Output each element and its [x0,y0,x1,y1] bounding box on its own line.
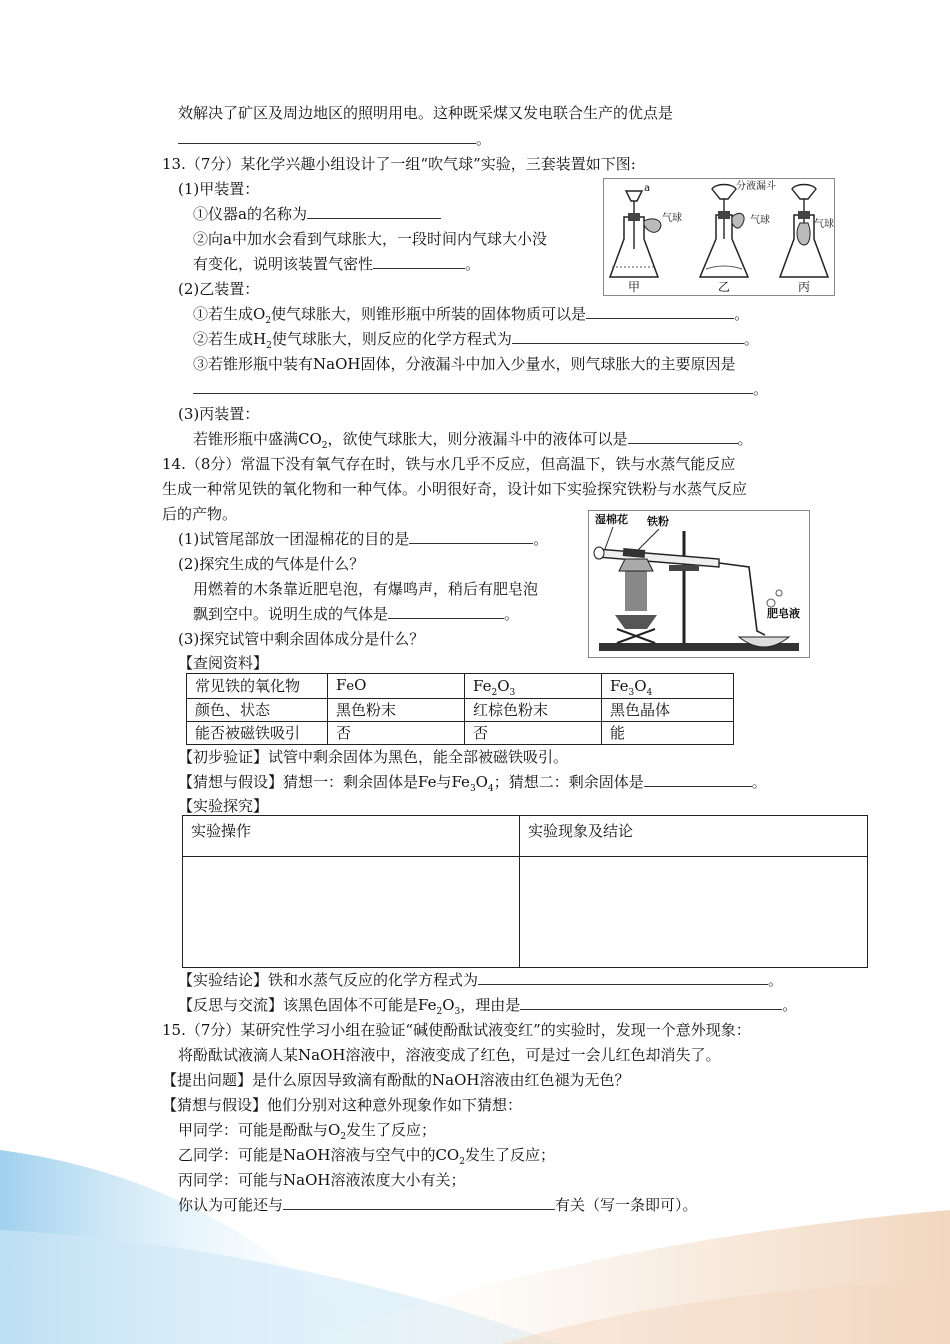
answer-blank[interactable] [307,204,441,219]
q14-reference-title: 【查阅资料】 [178,654,269,672]
q13-part3-title: (3)丙装置： [178,405,260,423]
q14-header-3: 后的产物。 [162,505,238,523]
answer-blank[interactable] [193,379,753,394]
label-balloon-2: 气球 [750,215,770,226]
answer-blank[interactable] [644,772,752,787]
label-balloon-1: 气球 [662,213,682,224]
q13-part2-c: ③若锥形瓶中装有NaOH固体，分液漏斗中加入少量水，则气球胀大的主要原因是 [193,355,736,373]
q14-apparatus-figure [588,510,810,658]
caption-yi: 乙 [718,280,731,294]
experiment-result-cell[interactable] [520,857,868,968]
table-row: 颜色、状态 黑色粉末 红棕色粉末 黑色晶体 [187,699,734,722]
q14-conclusion: 【实验结论】铁和水蒸气反应的化学方程式为 。 [178,971,784,989]
q14-reflection: 【反思与交流】该黑色固体不可能是$Fe_2O_3$，理由是 。 [178,996,798,1017]
q14-explore-title: 【实验探究】 [178,797,269,815]
answer-blank[interactable] [520,995,782,1010]
answer-blank[interactable] [478,970,768,985]
q14-part3-title: (3)探究试管中剩余固体成分是什么？ [178,630,425,648]
q14-header-2: 生成一种常见铁的氧化物和一种气体。小明很好奇，设计如下实验探究铁粉与水蒸气反应 [162,480,748,498]
q15-your-guess: 你认为可能还与 有关（写一条即可）。 [178,1196,698,1214]
answer-blank[interactable] [586,304,734,319]
caption-bing: 丙 [798,280,811,294]
answer-blank[interactable] [512,329,744,344]
label-wet-cotton: 湿棉花 [595,513,628,526]
flask-diagram [604,179,834,295]
answer-blank[interactable] [283,1195,555,1210]
label-a: a [644,183,651,194]
caption-jia: 甲 [628,280,641,294]
table-row [183,857,868,968]
q13-part2-b: ②若生成$H_2$使气球胀大，则反应的化学方程式为 。 [193,330,759,351]
answer-blank[interactable] [409,529,533,544]
iron-steam-apparatus [589,511,809,657]
q13-part1-a: ①仪器a的名称为 [193,203,441,225]
q15-student-bing: 丙同学：可能与NaOH溶液浓度大小有关； [178,1171,466,1189]
answer-blank[interactable] [628,429,738,444]
table-header-row: 实验操作 实验现象及结论 [183,816,868,857]
label-separatory-funnel: 分液漏斗 [736,181,776,192]
q14-part2-title: (2)探究生成的气体是什么？ [178,555,365,573]
q13-part1-b: ②向a中加水会看到气球胀大，一段时间内气球大小没 [193,230,547,248]
experiment-table [182,815,868,968]
q13-part2-c2: 。 [193,378,768,400]
q15-student-yi: 乙同学：可能是NaOH溶液与空气中的$CO_2$发生了反应； [178,1146,555,1167]
answer-blank[interactable] [178,129,476,144]
q13-part1-title: (1)甲装置： [178,180,260,198]
q14-initial-verification: 【初步验证】试管中剩余固体为黑色，能全部被磁铁吸引。 [178,748,569,766]
q15-header-2: 将酚酞试液滴人某NaOH溶液中，溶液变成了红色，可是过一会儿红色却消失了。 [178,1046,721,1064]
q14-header-1: 14.（8分）常温下没有氧气存在时，铁与水几乎不反应，但高温下，铁与水蒸气能反应 [162,455,736,473]
experiment-operation-cell[interactable] [183,857,520,968]
table-row: 常见铁的氧化物 FeO $Fe_2O_3$ $Fe_3O_4$ [187,674,734,699]
intro-line-2: 。 [178,128,491,150]
q13-apparatus-figure [603,178,835,296]
q14-part1: (1)试管尾部放一团湿棉花的目的是 。 [178,530,549,548]
q13-part1-b2: 有变化，说明该装置气密性 。 [193,255,481,273]
iron-oxide-reference-table [186,673,734,745]
q15-student-jia: 甲同学：可能是酚酞与$O_2$发生了反应； [178,1121,437,1142]
table-row: 能否被磁铁吸引 否 否 能 [187,722,734,745]
intro-line-1: 效解决了矿区及周边地区的照明用电。这种既采煤又发电联合生产的优点是 [178,104,674,122]
q15-hypothesis-title: 【猜想与假设】他们分别对这种意外现象作如下猜想： [162,1096,523,1114]
label-iron-powder: 铁粉 [647,515,669,528]
q14-part2-a: 用燃着的木条靠近肥皂泡，有爆鸣声，稍后有肥皂泡 [193,580,539,598]
q14-hypothesis: 【猜想与假设】猜想一：剩余固体是Fe与$Fe_3O_4$；猜想二：剩余固体是 。 [178,773,767,794]
label-soap-solution: 肥皂液 [767,607,800,620]
q13-header: 13.（7分）某化学兴趣小组设计了一组“吹气球”实验，三套装置如下图: [162,155,636,173]
answer-blank[interactable] [373,254,465,269]
q13-part2-a: ①若生成$O_2$使气球胀大，则锥形瓶中所装的固体物质可以是 。 [193,305,750,326]
q15-header-1: 15.（7分）某研究性学习小组在验证“碱使酚酞试液变红”的实验时，发现一个意外现象： [162,1021,751,1039]
answer-blank[interactable] [388,604,504,619]
label-balloon-3: 气球 [814,219,834,230]
q14-part2-b: 飘到空中。说明生成的气体是 。 [193,605,520,623]
q13-part3-a: 若锥形瓶中盛满$CO_2$，欲使气球胀大，则分液漏斗中的液体可以是 。 [193,430,753,451]
q15-question: 【提出问题】是什么原因导致滴有酚酞的NaOH溶液由红色褪为无色？ [162,1071,630,1089]
q13-part2-title: (2)乙装置： [178,280,260,298]
